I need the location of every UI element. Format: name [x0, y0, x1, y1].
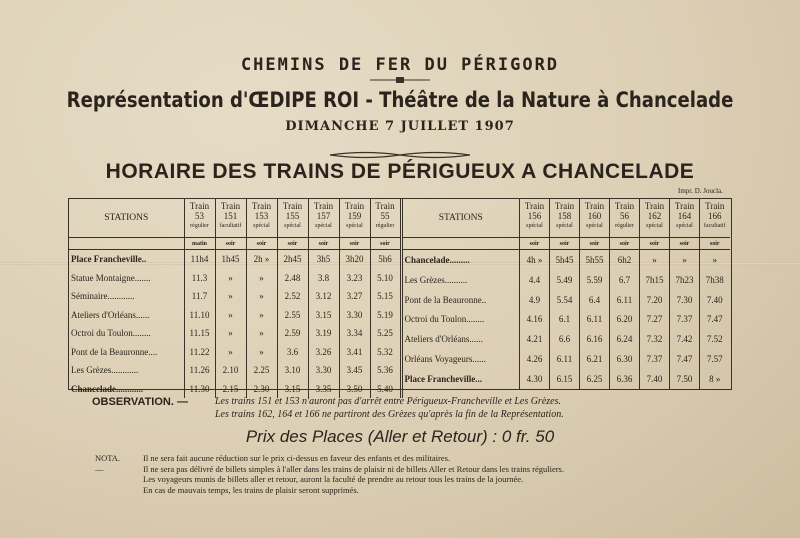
train-kind: spécial: [346, 223, 363, 229]
departure-time: 6.1: [550, 310, 580, 330]
station-name: Place Francheville..: [71, 254, 147, 265]
period-label: soir: [308, 238, 339, 250]
station-name: Place Francheville...: [404, 374, 482, 385]
departure-time: 2.15: [215, 380, 246, 399]
table-row: [69, 324, 401, 343]
train-label: Train: [189, 201, 210, 211]
train-num: 166: [708, 211, 722, 221]
event-date: DIMANCHE 7 JUILLET 1907: [285, 119, 515, 134]
departure-time: 3.41: [339, 343, 370, 362]
table-row: [403, 270, 730, 290]
train-header: [339, 199, 370, 238]
table-row: [403, 369, 730, 389]
departure-time: »: [246, 269, 277, 288]
train-label: Train: [282, 201, 303, 211]
departure-time: »: [246, 306, 277, 325]
outbound-table: [69, 199, 403, 398]
departure-time: 4.30: [520, 369, 550, 389]
fare-price: Prix des Places (Aller et Retour) : 0 fr. 50: [245, 427, 555, 446]
period-label: soir: [640, 238, 670, 250]
station-name: Statue Montaigne.......: [71, 272, 151, 283]
departure-time: 6.4: [580, 290, 610, 310]
train-header: [215, 199, 246, 238]
departure-time: »: [246, 324, 277, 343]
event-title: Représentation d'ŒDIPE ROI - Théâtre de la Nature à Chancelade: [66, 88, 734, 112]
train-num: 158: [557, 211, 572, 221]
station-name: Pont de la Beauronne....: [71, 346, 158, 357]
observation-line: Les trains 151 et 153 n'auront pas d'arrêt entre Périgueux-Francheville et Les Grèzes.: [215, 396, 561, 407]
departure-time: 5h6: [370, 250, 401, 269]
departure-time: 7h15: [640, 270, 670, 290]
departure-time: 6.24: [610, 329, 640, 349]
departure-time: 7.40: [640, 369, 670, 389]
departure-time: »: [246, 287, 277, 306]
departure-time: »: [215, 324, 246, 343]
departure-time: 11.30: [184, 380, 215, 399]
train-label: Train: [554, 201, 575, 211]
departure-time: 3.50: [339, 380, 370, 399]
nota-line: Il ne sera fait aucune réduction sur le prix ci-dessus en faveur des enfants et des militaires.: [143, 453, 451, 463]
departure-time: »: [215, 269, 246, 288]
departure-time: 7.37: [640, 349, 670, 369]
departure-time: 5.36: [370, 361, 401, 380]
nota-line: Il ne sera pas délivré de billets simples à l'aller dans les trains de plaisir ni de billets Aller et Retour dans les trains réguliers.: [143, 463, 564, 474]
period-label: soir: [370, 238, 401, 250]
departure-time: 2.55: [277, 306, 308, 325]
departure-time: 4.26: [520, 349, 550, 369]
period-label: soir: [550, 238, 580, 250]
train-header: [277, 199, 308, 238]
departure-time: 5.15: [370, 287, 401, 306]
departure-time: 3.10: [277, 361, 308, 380]
departure-time: 4.9: [520, 290, 550, 310]
train-num: 151: [223, 211, 238, 221]
train-label: Train: [705, 201, 725, 211]
departure-time: 4.16: [520, 310, 550, 330]
departure-time: 6.21: [580, 349, 610, 369]
train-kind: facultatif: [219, 223, 242, 229]
table-row: [69, 361, 401, 380]
departure-time: 11h4: [184, 250, 215, 269]
train-header: [370, 199, 401, 238]
train-label: Train: [344, 201, 365, 211]
period-label: soir: [277, 238, 308, 250]
departure-time: 7h38: [700, 270, 730, 290]
train-kind: spécial: [284, 223, 301, 229]
nota-line: En cas de mauvais temps, les trains de plaisir seront supprimés.: [143, 484, 359, 495]
stations-header: STATIONS: [403, 199, 520, 238]
train-kind: spécial: [586, 223, 603, 229]
departure-time: 6.15: [550, 369, 580, 389]
departure-time: 3.30: [339, 306, 370, 325]
ornament-flourish: [330, 150, 470, 160]
train-label: Train: [614, 201, 635, 211]
departure-time: 6.11: [550, 349, 580, 369]
departure-time: 6.7: [610, 270, 640, 290]
table-row: [403, 310, 730, 330]
timetable-heading: HORAIRE DES TRAINS DE PÉRIGUEUX A CHANCELADE: [105, 160, 695, 183]
table-row: [403, 290, 730, 310]
departure-time: 6.20: [610, 310, 640, 330]
departure-time: 7.57: [700, 349, 730, 369]
departure-time: 11.15: [184, 324, 215, 343]
train-num: 162: [647, 211, 662, 221]
train-label: Train: [674, 201, 695, 211]
departure-time: 5.25: [370, 324, 401, 343]
departure-time: 2.52: [277, 287, 308, 306]
period-label: soir: [610, 238, 640, 250]
train-header: [580, 199, 610, 238]
departure-time: 5h55: [580, 250, 610, 270]
company-name: CHEMINS DE FER DU PÉRIGORD: [240, 55, 560, 75]
departure-time: 6.16: [580, 329, 610, 349]
table-row: [69, 287, 401, 306]
station-name: Ateliers d'Orléans......: [71, 309, 150, 320]
departure-time: 6.11: [610, 290, 640, 310]
departure-time: 6.30: [610, 349, 640, 369]
station-name: Chancelade.........: [404, 254, 470, 265]
return-table: [403, 199, 730, 389]
timetable-grid: [68, 198, 732, 394]
departure-time: 4.21: [520, 329, 550, 349]
train-label: Train: [584, 201, 605, 211]
departure-time: 5.10: [370, 269, 401, 288]
train-header: [246, 199, 277, 238]
departure-time: »: [670, 250, 700, 270]
departure-time: 5.59: [580, 270, 610, 290]
departure-time: »: [215, 306, 246, 325]
table-row: [403, 349, 730, 369]
departure-time: 7.37: [670, 310, 700, 330]
train-header: [670, 199, 700, 238]
train-num: 159: [347, 211, 362, 221]
train-num: 53: [195, 211, 204, 221]
train-label: Train: [220, 201, 241, 211]
departure-time: 3.26: [308, 343, 339, 362]
train-header: [308, 199, 339, 238]
departure-time: 3.27: [339, 287, 370, 306]
departure-time: 7.47: [700, 310, 730, 330]
train-header: [520, 199, 550, 238]
departure-time: 5h45: [550, 250, 580, 270]
departure-time: 3h5: [308, 250, 339, 269]
station-name: Chancelade............: [71, 383, 143, 394]
station-name: Les Grèzes..........: [404, 274, 468, 285]
train-num: 153: [254, 211, 269, 221]
departure-time: 11.10: [184, 306, 215, 325]
departure-time: 6.11: [580, 310, 610, 330]
observation-label: OBSERVATION. —: [92, 396, 188, 408]
departure-time: 7.42: [670, 329, 700, 349]
departure-time: 7h23: [670, 270, 700, 290]
departure-time: 5.54: [550, 290, 580, 310]
departure-time: 11.7: [184, 287, 215, 306]
train-kind: spécial: [646, 223, 663, 229]
departure-time: 7.20: [640, 290, 670, 310]
train-header: [700, 199, 730, 238]
period-label: soir: [520, 238, 550, 250]
departure-time: 7.47: [670, 349, 700, 369]
departure-time: 8 »: [700, 369, 730, 389]
departure-time: »: [700, 250, 730, 270]
train-num: 55: [380, 211, 390, 221]
table-row: [69, 269, 401, 288]
departure-time: 3.19: [308, 324, 339, 343]
departure-time: 5.32: [370, 343, 401, 362]
station-name: Ateliers d'Orléans......: [404, 334, 483, 345]
departure-time: 2.10: [215, 361, 246, 380]
departure-time: 5.40: [370, 380, 401, 399]
table-row: [403, 329, 730, 349]
departure-time: 3.30: [308, 361, 339, 380]
train-label: Train: [644, 201, 665, 211]
table-row: [69, 343, 401, 362]
departure-time: »: [246, 343, 277, 362]
station-name: Séminaire............: [71, 291, 135, 302]
period-label: soir: [670, 238, 700, 250]
departure-time: 3.23: [339, 269, 370, 288]
train-header: [640, 199, 670, 238]
departure-time: 3.6: [277, 343, 308, 362]
table-row: [69, 306, 401, 325]
train-num: 56: [620, 211, 629, 221]
departure-time: 3.8: [308, 269, 339, 288]
departure-time: 5.19: [370, 306, 401, 325]
train-label: Train: [313, 201, 334, 211]
departure-time: 7.40: [700, 290, 730, 310]
departure-time: 3.15: [277, 380, 308, 399]
departure-time: 3.45: [339, 361, 370, 380]
departure-time: 6h2: [610, 250, 640, 270]
train-kind: spécial: [315, 223, 332, 229]
train-header: [184, 199, 215, 238]
departure-time: »: [640, 250, 670, 270]
departure-time: 11.26: [184, 361, 215, 380]
departure-time: »: [215, 343, 246, 362]
train-kind: spécial: [526, 223, 543, 229]
table-row: [403, 250, 730, 270]
departure-time: 6.36: [610, 369, 640, 389]
train-kind: spécial: [556, 223, 573, 229]
departure-time: 6.6: [550, 329, 580, 349]
train-num: 156: [527, 211, 542, 221]
ornament-divider: [370, 76, 430, 84]
departure-time: 11.22: [184, 343, 215, 362]
nota-label: NOTA. —: [95, 453, 121, 474]
train-num: 160: [587, 211, 602, 221]
departure-time: 6.25: [580, 369, 610, 389]
departure-time: 2h45: [277, 250, 308, 269]
train-kind: régulier: [375, 223, 395, 229]
table-row: [69, 250, 401, 269]
station-name: Les Grèzes............: [71, 365, 139, 376]
departure-time: 2.30: [246, 380, 277, 399]
period-label: soir: [700, 238, 730, 250]
period-label: soir: [580, 238, 610, 250]
train-num: 155: [285, 211, 300, 221]
period-label: soir: [215, 238, 246, 250]
train-label: Train: [375, 201, 395, 211]
station-name: Octroi du Toulon........: [71, 328, 151, 339]
departure-time: 3.15: [308, 306, 339, 325]
period-label: soir: [339, 238, 370, 250]
departure-time: 3.35: [308, 380, 339, 399]
train-kind: régulier: [615, 223, 634, 229]
station-name: Pont de la Beauronne..: [404, 294, 487, 305]
departure-time: 1h45: [215, 250, 246, 269]
printer-imprint: Impr. D. Joucla.: [678, 187, 723, 195]
train-label: Train: [524, 201, 545, 211]
departure-time: 4h »: [520, 250, 550, 270]
departure-time: 2h »: [246, 250, 277, 269]
departure-time: 7.52: [700, 329, 730, 349]
train-header: [610, 199, 640, 238]
departure-time: 11.3: [184, 269, 215, 288]
station-name: Octroi du Toulon........: [404, 314, 485, 325]
departure-time: 7.27: [640, 310, 670, 330]
departure-time: 2.59: [277, 324, 308, 343]
train-label: Train: [251, 201, 272, 211]
nota-line: Les voyageurs munis de billets aller et retour, auront la faculté de prendre au retour tous les trains de la journée.: [143, 474, 524, 484]
departure-time: 2.25: [246, 361, 277, 380]
train-kind: spécial: [253, 223, 270, 229]
departure-time: 5.49: [550, 270, 580, 290]
departure-time: 4.4: [520, 270, 550, 290]
train-header: [550, 199, 580, 238]
departure-time: 2.48: [277, 269, 308, 288]
observation-line: Les trains 162, 164 et 166 ne partiront des Grèzes qu'après la fin de la Représentation.: [215, 409, 564, 420]
stations-header: STATIONS: [69, 199, 184, 238]
departure-time: 7.32: [640, 329, 670, 349]
train-num: 157: [316, 211, 331, 221]
departure-time: 3.34: [339, 324, 370, 343]
departure-time: 7.30: [670, 290, 700, 310]
period-label: matin: [184, 238, 215, 250]
departure-time: »: [215, 287, 246, 306]
station-name: Orléans Voyageurs......: [404, 354, 486, 365]
departure-time: 3.12: [308, 287, 339, 306]
period-label: soir: [246, 238, 277, 250]
train-kind: facultatif: [703, 223, 726, 229]
departure-time: 7.50: [670, 369, 700, 389]
train-kind: spécial: [676, 223, 693, 229]
train-kind: régulier: [190, 223, 209, 229]
departure-time: 3h20: [339, 250, 370, 269]
train-num: 164: [677, 211, 692, 221]
